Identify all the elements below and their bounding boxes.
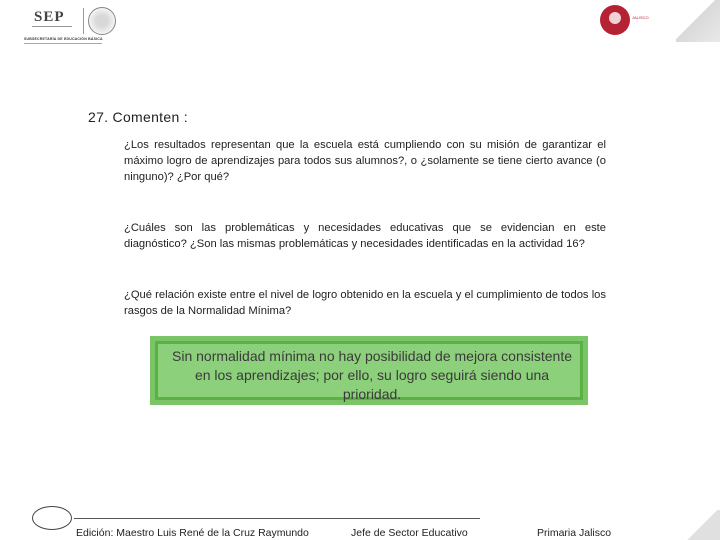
sep-logo-text: SEP [34, 9, 65, 25]
footer-place: Primaria Jalisco [537, 527, 612, 539]
jalisco-logo-text: JALISCO [632, 15, 649, 20]
header-subtitle: SUBSECRETARÍA DE EDUCACIÓN BÁSICA [24, 37, 103, 41]
highlight-box [150, 336, 588, 405]
question-paragraph-1: ¿Los resultados representan que la escuela está cumpliendo con su misión de garantizar el máximo logro de aprendizajes para todos sus alumnos?, o ¿solamente se tiene cierto avance (o ninguno)? ¿Por qué? [124, 139, 606, 183]
mexico-seal-icon [88, 7, 116, 35]
footer-role: Jefe de Sector Educativo [351, 527, 468, 539]
header-rule [24, 43, 102, 44]
activity-heading: 27. Comenten : [88, 109, 188, 125]
page-corner-decoration [676, 0, 720, 42]
highlight-text: Sin normalidad mínima no hay posibilidad de mejora consistente en los aprendizajes; por ello, su logro seguirá siendo una prioridad. [172, 348, 572, 402]
page-corner-decoration-bottom [686, 510, 720, 540]
sep-logo [24, 8, 82, 36]
question-paragraph-2: ¿Cuáles son las problemáticas y necesidades educativas que se evidencian en este diagnóstico? ¿Son las mismas problemáticas y necesidades identificadas en la actividad 16? [124, 222, 606, 250]
sep-logo-underline [32, 26, 72, 32]
footer-oval-decoration [32, 506, 72, 530]
logo-divider [83, 8, 84, 34]
question-paragraph-3: ¿Qué relación existe entre el nivel de logro obtenido en la escuela y el cumplimiento de todos los rasgos de la Normalidad Mínima? [124, 289, 606, 317]
jalisco-logo-icon [600, 5, 630, 35]
footer-edition: Edición: Maestro Luis René de la Cruz Raymundo [76, 527, 309, 539]
footer-rule [74, 518, 480, 519]
